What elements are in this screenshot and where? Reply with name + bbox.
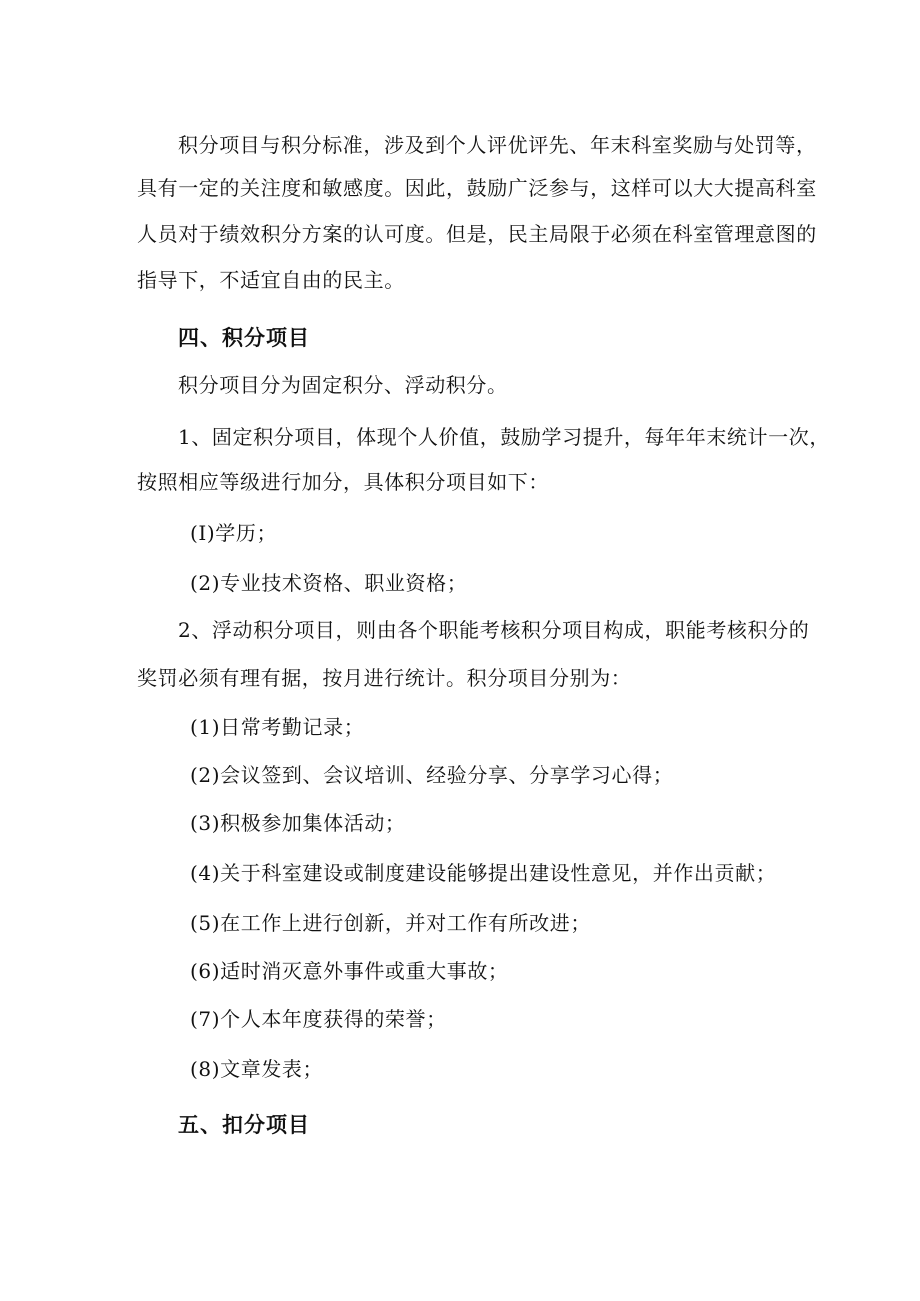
section-heading-deduction-items: 五、扣分项目 — [178, 1113, 310, 1137]
paragraph-line: 积分项目与积分标准，涉及到个人评优评先、年末科室奖励与处罚等， — [178, 133, 817, 157]
floating-item: (5)在工作上进行创新，并对工作有所改进； — [190, 911, 591, 935]
floating-points-line: 2、浮动积分项目，则由各个职能考核积分项目构成，职能考核积分的 — [178, 618, 810, 642]
floating-item: (8)文章发表； — [190, 1057, 324, 1081]
floating-item: (1)日常考勤记录； — [190, 715, 365, 739]
paragraph-points-standard — [178, 125, 817, 165]
paragraph-line: 具有一定的关注度和敏感度。因此，鼓励广泛参与，这样可以大大提高科室 — [137, 176, 817, 200]
floating-item: (4)关于科室建设或制度建设能够提出建设性意见，并作出贡献； — [190, 861, 777, 885]
floating-item: (6)适时消灭意外事件或重大事故； — [190, 959, 509, 983]
paragraph-line: 指导下，不适宜自由的民主。 — [137, 268, 405, 292]
floating-item: (2)会议签到、会议培训、经验分享、分享学习心得； — [190, 763, 674, 787]
fixed-item: (I)学历； — [190, 521, 278, 545]
points-intro: 积分项目分为固定积分、浮动积分。 — [178, 373, 508, 397]
section-heading-points-items: 四、积分项目 — [178, 326, 310, 350]
fixed-points-line: 按照相应等级进行加分，具体积分项目如下： — [137, 470, 549, 494]
fixed-points-line: 1、固定积分项目，体现个人价值，鼓励学习提升，每年年末统计一次， — [178, 425, 830, 449]
paragraph-points-standard-cont — [137, 168, 817, 300]
floating-item: (3)积极参加集体活动； — [190, 811, 406, 835]
floating-points-line: 奖罚必须有理有据，按月进行统计。积分项目分别为： — [137, 666, 632, 690]
paragraph-line: 人员对于绩效积分方案的认可度。但是，民主局限于必须在科室管理意图的 — [137, 222, 817, 246]
floating-item: (7)个人本年度获得的荣誉； — [190, 1007, 447, 1031]
fixed-item: (2)专业技术资格、职业资格； — [190, 571, 468, 595]
